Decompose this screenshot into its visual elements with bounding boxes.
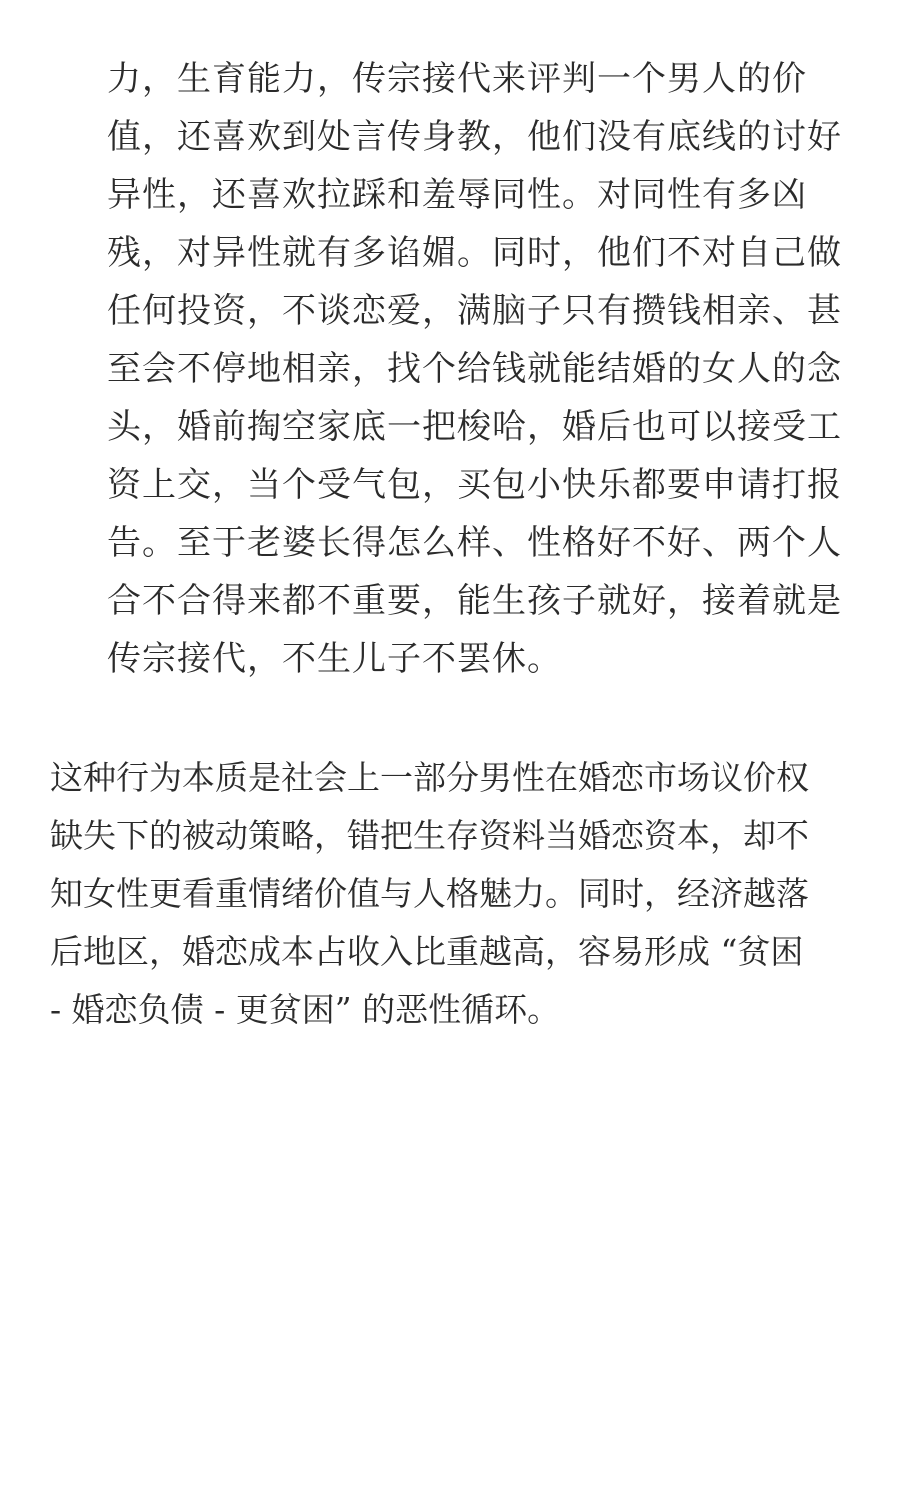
quote-line: 传宗接代，不生儿子不罢休。 — [107, 639, 562, 679]
paragraph-line: 知女性更看重情绪价值与人格魅力。同时，经济越落 — [50, 874, 809, 913]
quote-line: 异性，还喜欢拉踩和羞辱同性。对同性有多凶 — [107, 175, 807, 215]
indented-quote-block — [107, 50, 855, 688]
paragraph-line: 后地区，婚恋成本占收入比重越高，容易形成 “贫困 — [50, 932, 804, 971]
quote-line: 至会不停地相亲，找个给钱就能结婚的女人的念 — [107, 349, 842, 389]
quote-line: 任何投资，不谈恋爱，满脑子只有攒钱相亲、甚 — [107, 291, 842, 331]
quote-line: 头，婚前掏空家底一把梭哈，婚后也可以接受工 — [107, 407, 842, 447]
quote-line: 值，还喜欢到处言传身教，他们没有底线的讨好 — [107, 117, 842, 157]
paragraph-line: 这种行为本质是社会上一部分男性在婚恋市场议价权 — [50, 758, 809, 797]
quote-line: 力，生育能力，传宗接代来评判一个男人的价 — [107, 59, 807, 99]
quote-line: 残，对异性就有多谄媚。同时，他们不对自己做 — [107, 233, 842, 273]
quote-line: 资上交，当个受气包，买包小快乐都要申请打报 — [107, 465, 842, 505]
quote-line: 告。至于老婆长得怎么样、性格好不好、两个人 — [107, 523, 842, 563]
paragraph-line: 缺失下的被动策略，错把生存资料当婚恋资本，却不 — [50, 816, 809, 855]
body-paragraph — [50, 749, 850, 1039]
quote-line: 合不合得来都不重要，能生孩子就好，接着就是 — [107, 581, 842, 621]
paragraph-line: - 婚恋负债 - 更贫困” 的恶性循环。 — [50, 990, 561, 1029]
